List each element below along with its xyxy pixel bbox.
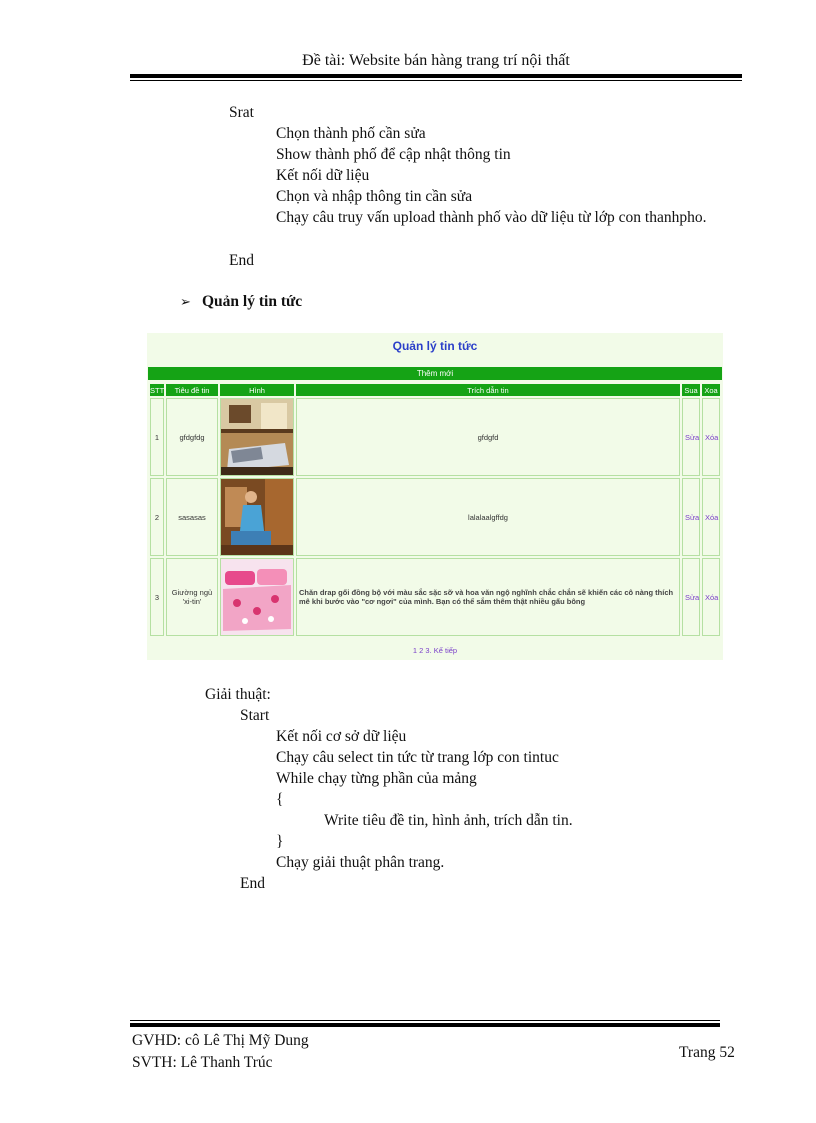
footer-advisor: GVHD: cô Lê Thị Mỹ Dung bbox=[132, 1032, 309, 1049]
row-excerpt: lalalaalgffdg bbox=[296, 478, 680, 556]
algo2-step: { bbox=[276, 791, 284, 808]
algo1-step: Show thành phố để cập nhật thông tin bbox=[276, 146, 511, 163]
pink-bedding-photo-thumbnail bbox=[221, 559, 293, 635]
algo1-step: Chọn thành phố cần sửa bbox=[276, 125, 426, 142]
section-heading bbox=[180, 293, 302, 311]
table-row bbox=[150, 398, 720, 476]
row-image bbox=[220, 558, 294, 636]
algo1-step: Chạy câu truy vấn upload thành phố vào dữ liệu từ lớp con thanhpho. bbox=[276, 209, 707, 226]
table-header-row bbox=[150, 384, 720, 396]
document-header-title: Đề tài: Website bán hàng trang trí nội thất bbox=[302, 52, 570, 69]
room-photo-thumbnail bbox=[221, 479, 293, 555]
pagination[interactable]: 1 2 3. Kế tiếp bbox=[412, 646, 458, 655]
footer-student: SVTH: Lê Thanh Trúc bbox=[132, 1054, 273, 1071]
algo2-step: Write tiêu đề tin, hình ảnh, trích dẫn tin. bbox=[324, 812, 573, 829]
column-header: Hình bbox=[220, 384, 294, 396]
row-title: Giường ngủ 'xi-tin' bbox=[166, 558, 218, 636]
page-number: Trang 52 bbox=[679, 1044, 735, 1061]
column-header: Tiêu đề tin bbox=[166, 384, 218, 396]
section-title: Quản lý tin tức bbox=[202, 293, 303, 310]
table-row bbox=[150, 558, 720, 636]
add-new-button[interactable]: Thêm mới bbox=[148, 367, 722, 380]
row-stt: 3 bbox=[150, 558, 164, 636]
row-image bbox=[220, 478, 294, 556]
table-row bbox=[150, 478, 720, 556]
row-excerpt: Chăn drap gối đồng bộ với màu sắc sặc sỡ và hoa văn ngộ nghĩnh chắc chắn sẽ khiến các cô nàng thích mê khi bước vào "cơ ngơi" của mình. Bạn có thể sắm thêm thật nhiều gấu bông bbox=[296, 558, 680, 636]
column-header: Sua bbox=[682, 384, 700, 396]
row-title: gfdgfdg bbox=[166, 398, 218, 476]
algo2-step: } bbox=[276, 833, 284, 850]
edit-link[interactable]: Sửa bbox=[685, 592, 700, 602]
arrow-bullet-icon: ➢ bbox=[180, 295, 191, 310]
column-header: Trích dẫn tin bbox=[296, 384, 680, 396]
row-image bbox=[220, 398, 294, 476]
edit-link[interactable]: Sửa bbox=[685, 432, 700, 442]
row-title: sasasas bbox=[166, 478, 218, 556]
algo2-step: While chạy từng phần của mảng bbox=[276, 770, 477, 787]
row-stt: 2 bbox=[150, 478, 164, 556]
news-admin-screenshot bbox=[147, 333, 723, 660]
algo2-end: End bbox=[240, 875, 265, 892]
algo2-step: Kết nối cơ sở dữ liệu bbox=[276, 728, 407, 745]
screenshot-title: Quản lý tin tức bbox=[392, 339, 478, 353]
algo2-start: Start bbox=[240, 707, 270, 724]
algo2-heading: Giải thuật: bbox=[205, 686, 271, 703]
algo1-step: Kết nối dữ liệu bbox=[276, 167, 370, 184]
algo1-start: Srat bbox=[229, 104, 254, 121]
row-stt: 1 bbox=[150, 398, 164, 476]
row-excerpt: gfdgfd bbox=[296, 398, 680, 476]
delete-link[interactable]: Xóa bbox=[705, 512, 719, 522]
header-rule-thin bbox=[130, 80, 742, 81]
algo1-end: End bbox=[229, 252, 254, 269]
footer-rule-thin bbox=[130, 1020, 720, 1021]
edit-link[interactable]: Sửa bbox=[685, 512, 700, 522]
delete-link[interactable]: Xóa bbox=[705, 592, 719, 602]
footer-rule bbox=[130, 1023, 720, 1027]
algo2-step: Chạy giải thuật phân trang. bbox=[276, 854, 445, 871]
header-rule bbox=[130, 74, 742, 78]
algo2-step: Chạy câu select tin tức từ trang lớp con tintuc bbox=[276, 749, 559, 766]
delete-link[interactable]: Xóa bbox=[705, 432, 719, 442]
column-header: STT bbox=[150, 385, 165, 395]
algo1-step: Chọn và nhập thông tin cần sửa bbox=[276, 188, 473, 205]
news-table bbox=[148, 382, 722, 638]
bedroom-photo-thumbnail bbox=[221, 399, 293, 475]
column-header: Xoa bbox=[702, 384, 720, 396]
